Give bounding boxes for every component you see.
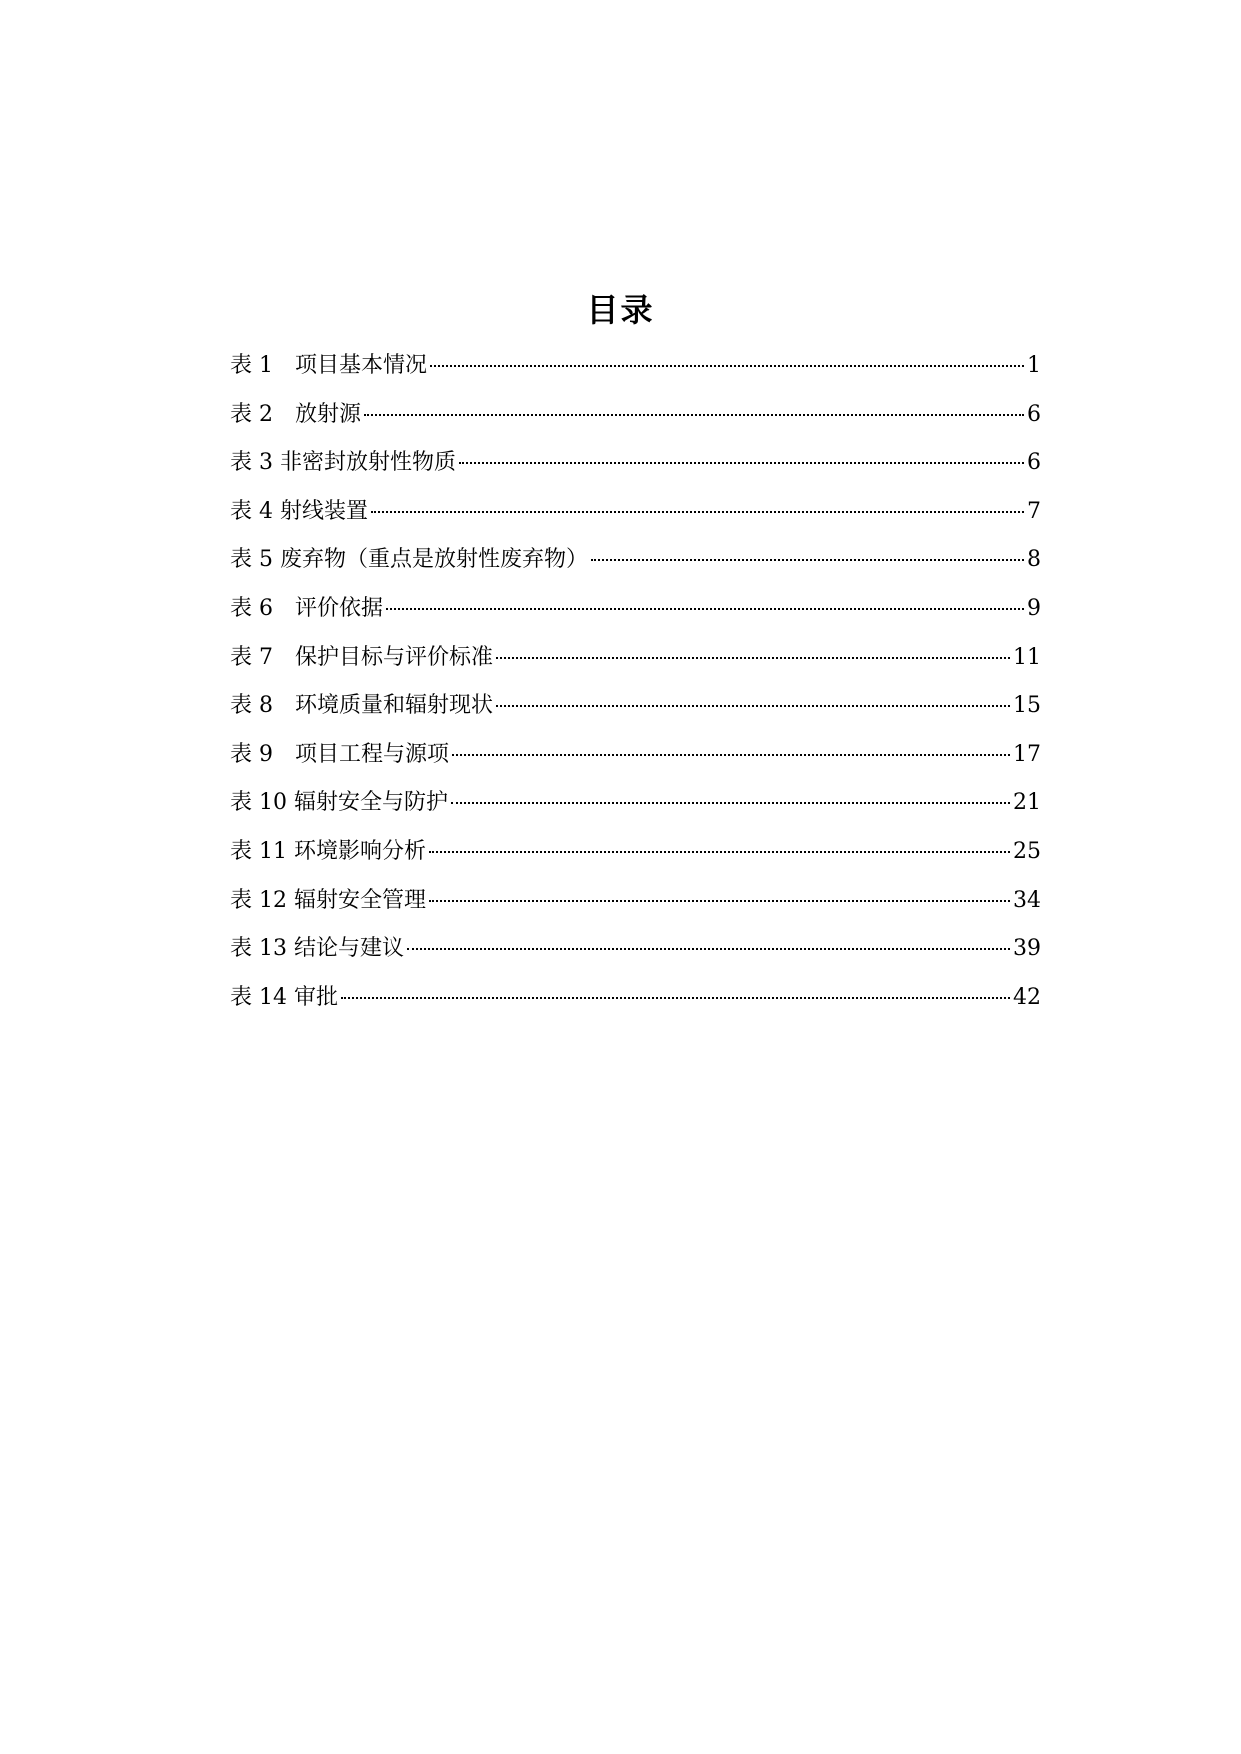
toc-entry-label: 表 2 放射源: [230, 401, 361, 427]
toc-entry-page: 7: [1027, 498, 1041, 524]
toc-entry-label: 表 9 项目工程与源项: [230, 741, 449, 767]
toc-leader-dots: [496, 705, 1010, 707]
toc-list: [230, 348, 1041, 1028]
toc-entry[interactable]: [230, 542, 1041, 591]
toc-entry[interactable]: [230, 591, 1041, 640]
toc-entry[interactable]: [230, 931, 1041, 980]
toc-entry[interactable]: [230, 785, 1041, 834]
toc-leader-dots: [430, 365, 1024, 367]
toc-entry-page: 6: [1027, 401, 1041, 427]
toc-entry-page: 1: [1027, 353, 1041, 378]
toc-entry-page: 21: [1013, 790, 1041, 816]
toc-entry-page: 6: [1027, 450, 1041, 476]
toc-entry-page: 25: [1013, 838, 1041, 864]
toc-entry[interactable]: [230, 640, 1041, 689]
toc-entry-page: 42: [1013, 984, 1041, 1010]
toc-entry-page: 17: [1013, 741, 1041, 767]
toc-entry[interactable]: [230, 397, 1041, 446]
toc-entry-label: 表 7 保护目标与评价标准: [230, 644, 493, 670]
toc-entry-label: 表 3 非密封放射性物质: [230, 450, 456, 476]
toc-entry-label: 表 11 环境影响分析: [230, 838, 426, 864]
toc-leader-dots: [386, 608, 1024, 610]
toc-leader-dots: [407, 948, 1010, 950]
toc-entry[interactable]: [230, 834, 1041, 883]
toc-entry-page: 11: [1013, 644, 1041, 670]
toc-entry[interactable]: [230, 348, 1041, 397]
toc-entry-page: 39: [1013, 936, 1041, 962]
toc-entry-label: 表 13 结论与建议: [230, 936, 404, 962]
toc-leader-dots: [429, 851, 1010, 853]
toc-leader-dots: [591, 559, 1024, 561]
toc-entry-label: 表 12 辐射安全管理: [230, 887, 426, 913]
toc-entry-page: 34: [1013, 887, 1041, 913]
toc-leader-dots: [496, 657, 1010, 659]
toc-entry[interactable]: [230, 445, 1041, 494]
toc-leader-dots: [429, 900, 1010, 902]
toc-entry-page: 9: [1027, 595, 1041, 621]
toc-leader-dots: [451, 802, 1010, 804]
toc-title: 目录: [586, 291, 655, 329]
toc-entry-label: 表 10 辐射安全与防护: [230, 790, 448, 816]
toc-entry[interactable]: [230, 883, 1041, 932]
toc-entry-label: 表 6 评价依据: [230, 595, 383, 621]
toc-entry[interactable]: [230, 737, 1041, 786]
toc-entry-label: 表 8 环境质量和辐射现状: [230, 693, 493, 719]
toc-leader-dots: [452, 754, 1010, 756]
toc-entry[interactable]: [230, 494, 1041, 543]
toc-entry-label: 表 1 项目基本情况: [230, 353, 427, 378]
toc-entry-page: 15: [1013, 693, 1041, 719]
toc-leader-dots: [459, 462, 1024, 464]
toc-entry[interactable]: [230, 688, 1041, 737]
toc-entry-label: 表 5 废弃物（重点是放射性废弃物）: [230, 547, 588, 573]
toc-entry-label: 表 4 射线装置: [230, 498, 368, 524]
toc-entry[interactable]: [230, 980, 1041, 1029]
toc-entry-label: 表 14 审批: [230, 984, 338, 1010]
toc-leader-dots: [364, 414, 1024, 416]
toc-entry-page: 8: [1027, 547, 1041, 573]
toc-leader-dots: [341, 997, 1010, 999]
toc-leader-dots: [371, 511, 1024, 513]
